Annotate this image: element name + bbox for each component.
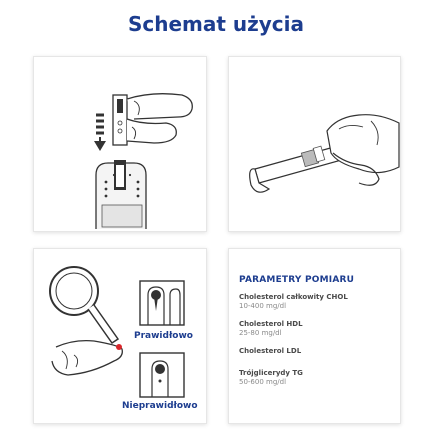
blood-drop-icon (116, 344, 122, 350)
param-item (239, 369, 389, 386)
param-name: Cholesterol LDL (239, 347, 302, 355)
params-heading: PARAMETRY POMIARU (239, 275, 355, 285)
param-range: 50-600 mg/dl (239, 378, 287, 386)
param-name: Cholesterol całkowity CHOL (239, 293, 348, 301)
param-name: Cholesterol HDL (239, 320, 303, 328)
param-item (239, 320, 389, 337)
hold-strip-illustration (229, 57, 400, 231)
param-range: 25-80 mg/dl (239, 329, 282, 337)
correct-example-box (140, 281, 184, 325)
step-insert-strip-panel (33, 56, 207, 232)
param-name: Trójglicerydy TG (239, 369, 303, 377)
insert-strip-illustration (34, 57, 206, 231)
correct-label: Prawidłowo (134, 331, 193, 341)
page-title: Schemat użycia (127, 12, 305, 36)
incorrect-example-box (140, 353, 184, 397)
measurement-params-panel (228, 248, 401, 424)
step-apply-blood-panel (33, 248, 207, 424)
step-hold-strip-panel (228, 56, 401, 232)
incorrect-label: Nieprawidłowo (122, 401, 198, 411)
param-item (239, 347, 389, 355)
param-item (239, 293, 389, 310)
param-range: 10-400 mg/dl (239, 302, 287, 310)
